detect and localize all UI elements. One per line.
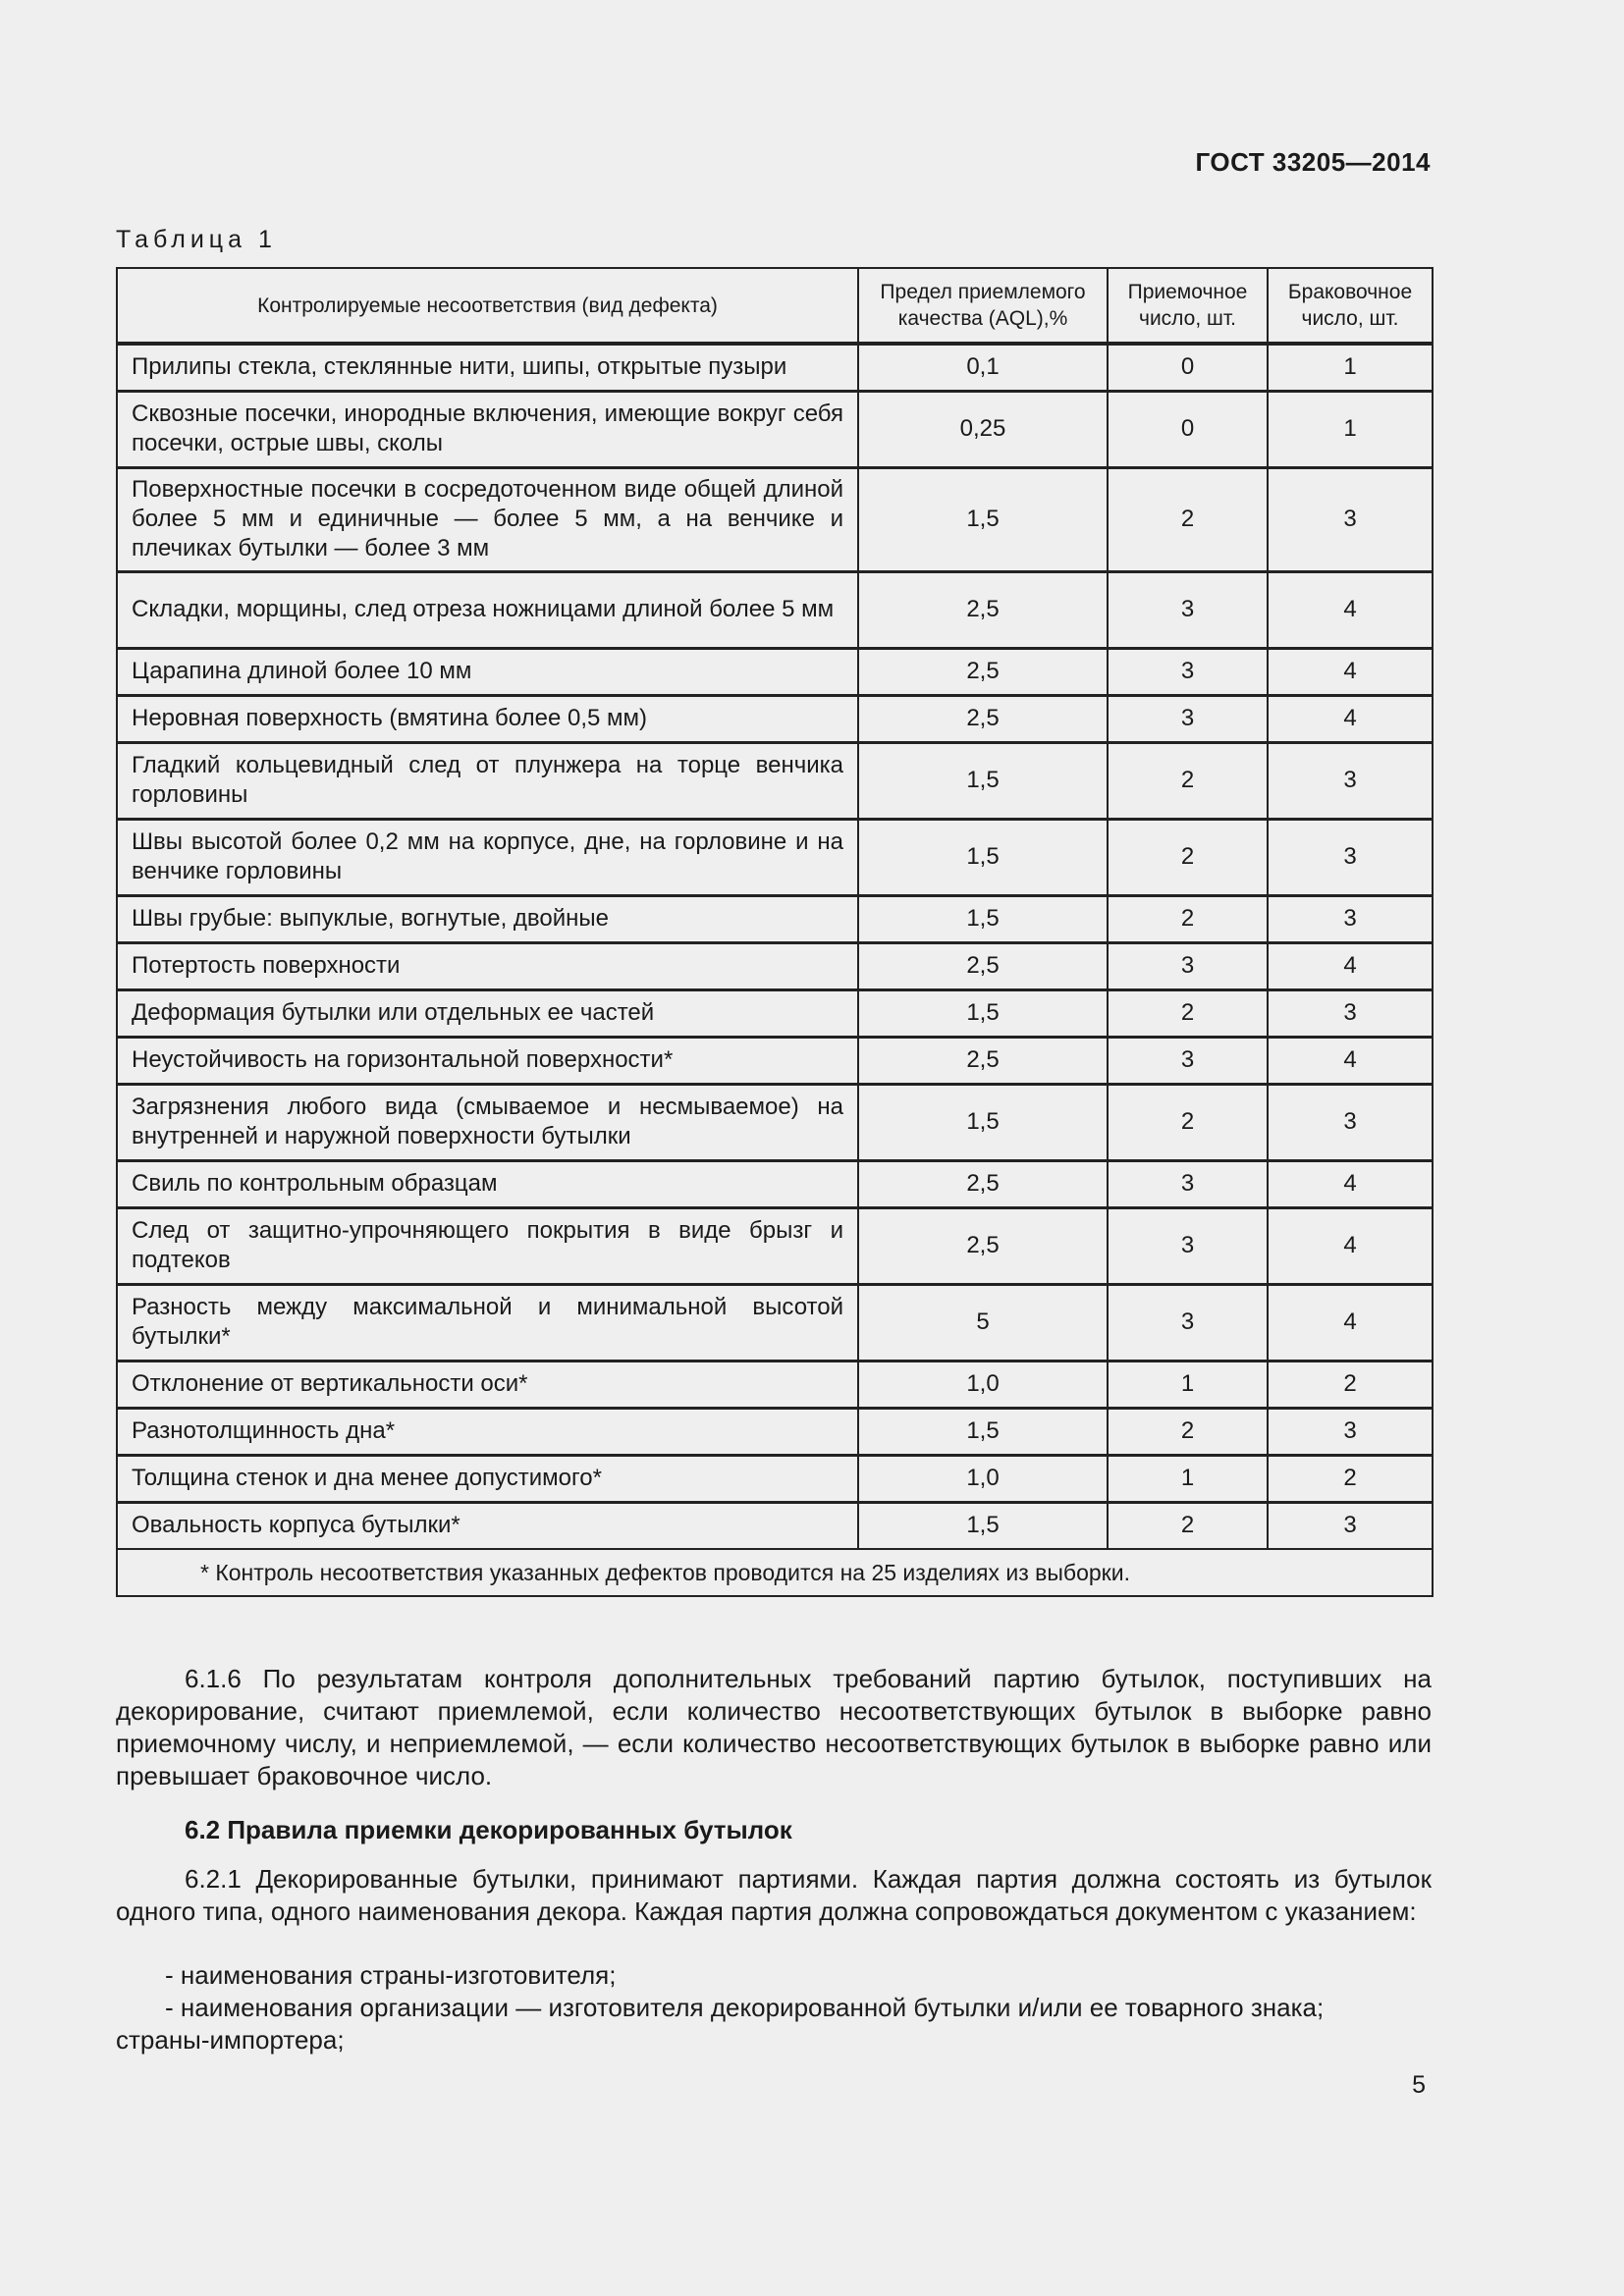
reject-cell: 3 (1268, 1408, 1433, 1455)
accept-cell: 1 (1108, 1455, 1268, 1502)
aql-cell: 1,5 (858, 989, 1108, 1037)
reject-cell: 2 (1268, 1361, 1433, 1408)
defect-cell: Неустойчивость на горизонтальной поверхности* (117, 1037, 858, 1084)
accept-cell: 0 (1108, 344, 1268, 391)
aql-cell: 2,5 (858, 1160, 1108, 1207)
defect-cell: Отклонение от вертикальности оси* (117, 1361, 858, 1408)
accept-cell: 2 (1108, 895, 1268, 942)
aql-cell: 2,5 (858, 1207, 1108, 1284)
table-row (117, 467, 1433, 571)
table-caption: Таблица 1 (116, 226, 277, 253)
accept-cell: 3 (1108, 1207, 1268, 1284)
table-row (117, 571, 1433, 648)
defect-cell: Толщина стенок и дна менее допустимого* (117, 1455, 858, 1502)
table-row (117, 1207, 1433, 1284)
table-row (117, 1455, 1433, 1502)
reject-cell: 3 (1268, 1084, 1433, 1160)
defect-cell: Неровная поверхность (вмятина более 0,5 мм) (117, 695, 858, 742)
table-row (117, 1408, 1433, 1455)
defect-cell: Поверхностные посечки в сосредоточенном виде общей длиной более 5 мм и единичные — более 5 мм, а на венчике и плечиках бутылки — более 3 мм (117, 467, 858, 571)
defect-cell: Прилипы стекла, стеклянные нити, шипы, открытые пузыри (117, 344, 858, 391)
reject-cell: 4 (1268, 1207, 1433, 1284)
defect-cell: Овальность корпуса бутылки* (117, 1502, 858, 1549)
aql-cell: 0,1 (858, 344, 1108, 391)
paragraph-text: 6.2.1 Декорированные бутылки, принимают партиями. Каждая партия должна состоять из бутылок одного типа, одного наименования декора. Каждая партия должна сопровождаться документом с указанием: (116, 1864, 1432, 1926)
reject-cell: 3 (1268, 1502, 1433, 1549)
defect-cell: Разность между максимальной и минимальной высотой бутылки* (117, 1284, 858, 1361)
reject-cell: 4 (1268, 1284, 1433, 1361)
reject-cell: 4 (1268, 571, 1433, 648)
aql-cell: 1,5 (858, 742, 1108, 819)
aql-cell: 2,5 (858, 648, 1108, 695)
accept-cell: 2 (1108, 467, 1268, 571)
accept-cell: 3 (1108, 1160, 1268, 1207)
defect-cell: Сквозные посечки, инородные включения, имеющие вокруг себя посечки, острые швы, сколы (117, 391, 858, 467)
defect-cell: Швы высотой более 0,2 мм на корпусе, дне, на горловине и на венчике горловины (117, 819, 858, 895)
defect-cell: Разнотолщинность дна* (117, 1408, 858, 1455)
accept-cell: 2 (1108, 989, 1268, 1037)
accept-cell: 2 (1108, 1084, 1268, 1160)
table-row (117, 1160, 1433, 1207)
defect-cell: Швы грубые: выпуклые, вогнутые, двойные (117, 895, 858, 942)
defect-cell: Деформация бутылки или отдельных ее частей (117, 989, 858, 1037)
reject-cell: 1 (1268, 391, 1433, 467)
reject-cell: 3 (1268, 742, 1433, 819)
column-header-accept: Приемочное число, шт. (1108, 268, 1268, 344)
aql-cell: 1,5 (858, 467, 1108, 571)
reject-cell: 4 (1268, 942, 1433, 989)
column-header-reject: Браковочное число, шт. (1268, 268, 1433, 344)
column-header-aql: Предел приемлемого качества (AQL),% (858, 268, 1108, 344)
table-row (117, 1037, 1433, 1084)
list-item-continuation: страны-импортера; (116, 2025, 345, 2055)
table-row (117, 742, 1433, 819)
table-row (117, 1084, 1433, 1160)
accept-cell: 2 (1108, 819, 1268, 895)
aql-cell: 5 (858, 1284, 1108, 1361)
paragraph-text: 6.1.6 По результатам контроля дополнительных требований партию бутылок, поступивших на декорирование, считают приемлемой, если количество несоответствующих бутылок в выборке равно приемочному числу, и неприемлемой, — если количество несоответствующих бутылок в выборке равно или превышает браковочное число. (116, 1664, 1432, 1790)
accept-cell: 1 (1108, 1361, 1268, 1408)
defect-cell: Складки, морщины, след отреза ножницами длиной более 5 мм (117, 571, 858, 648)
table-row (117, 1284, 1433, 1361)
defects-table (116, 267, 1434, 1597)
section-heading-6-2: 6.2 Правила приемки декорированных бутылок (185, 1815, 792, 1844)
accept-cell: 2 (1108, 1408, 1268, 1455)
accept-cell: 3 (1108, 1037, 1268, 1084)
aql-cell: 2,5 (858, 695, 1108, 742)
accept-cell: 2 (1108, 1502, 1268, 1549)
table-row (117, 344, 1433, 391)
accept-cell: 3 (1108, 571, 1268, 648)
page-number: 5 (1412, 2071, 1426, 2099)
aql-cell: 2,5 (858, 942, 1108, 989)
reject-cell: 4 (1268, 1037, 1433, 1084)
accept-cell: 3 (1108, 1284, 1268, 1361)
reject-cell: 2 (1268, 1455, 1433, 1502)
reject-cell: 3 (1268, 989, 1433, 1037)
requirements-list (116, 1959, 1432, 2056)
table-row (117, 391, 1433, 467)
aql-cell: 1,5 (858, 819, 1108, 895)
defect-cell: Гладкий кольцевидный след от плунжера на торце венчика горловины (117, 742, 858, 819)
defect-cell: Царапина длиной более 10 мм (117, 648, 858, 695)
aql-cell: 1,5 (858, 1084, 1108, 1160)
table-row (117, 989, 1433, 1037)
reject-cell: 3 (1268, 895, 1433, 942)
defect-cell: Потертость поверхности (117, 942, 858, 989)
reject-cell: 4 (1268, 1160, 1433, 1207)
document-number: ГОСТ 33205—2014 (1195, 147, 1431, 177)
defect-cell: Свиль по контрольным образцам (117, 1160, 858, 1207)
accept-cell: 2 (1108, 742, 1268, 819)
table-header-row (117, 268, 1433, 344)
accept-cell: 3 (1108, 648, 1268, 695)
reject-cell: 3 (1268, 467, 1433, 571)
table-row (117, 942, 1433, 989)
reject-cell: 1 (1268, 344, 1433, 391)
paragraph-6-2-1 (116, 1863, 1432, 1928)
reject-cell: 4 (1268, 648, 1433, 695)
table-row (117, 1361, 1433, 1408)
aql-cell: 1,5 (858, 895, 1108, 942)
aql-cell: 2,5 (858, 1037, 1108, 1084)
aql-cell: 0,25 (858, 391, 1108, 467)
accept-cell: 3 (1108, 942, 1268, 989)
aql-cell: 1,0 (858, 1455, 1108, 1502)
table-row (117, 648, 1433, 695)
table-row (117, 1502, 1433, 1549)
table-footnote-row (117, 1549, 1433, 1596)
list-item: - наименования организации — изготовителя декорированной бутылки и/или ее товарного знака; (165, 1993, 1325, 2022)
aql-cell: 1,5 (858, 1408, 1108, 1455)
table-footnote: * Контроль несоответствия указанных дефектов проводится на 25 изделиях из выборки. (117, 1549, 1433, 1596)
accept-cell: 0 (1108, 391, 1268, 467)
table-row (117, 819, 1433, 895)
table-row (117, 695, 1433, 742)
paragraph-6-1-6 (116, 1663, 1432, 1792)
aql-cell: 2,5 (858, 571, 1108, 648)
aql-cell: 1,0 (858, 1361, 1108, 1408)
defect-cell: Загрязнения любого вида (смываемое и несмываемое) на внутренней и наружной поверхности бутылки (117, 1084, 858, 1160)
list-item: - наименования страны-изготовителя; (165, 1960, 617, 1990)
column-header-defect: Контролируемые несоответствия (вид дефекта) (117, 268, 858, 344)
table-row (117, 895, 1433, 942)
aql-cell: 1,5 (858, 1502, 1108, 1549)
defect-cell: След от защитно-упрочняющего покрытия в виде брызг и подтеков (117, 1207, 858, 1284)
reject-cell: 4 (1268, 695, 1433, 742)
accept-cell: 3 (1108, 695, 1268, 742)
reject-cell: 3 (1268, 819, 1433, 895)
